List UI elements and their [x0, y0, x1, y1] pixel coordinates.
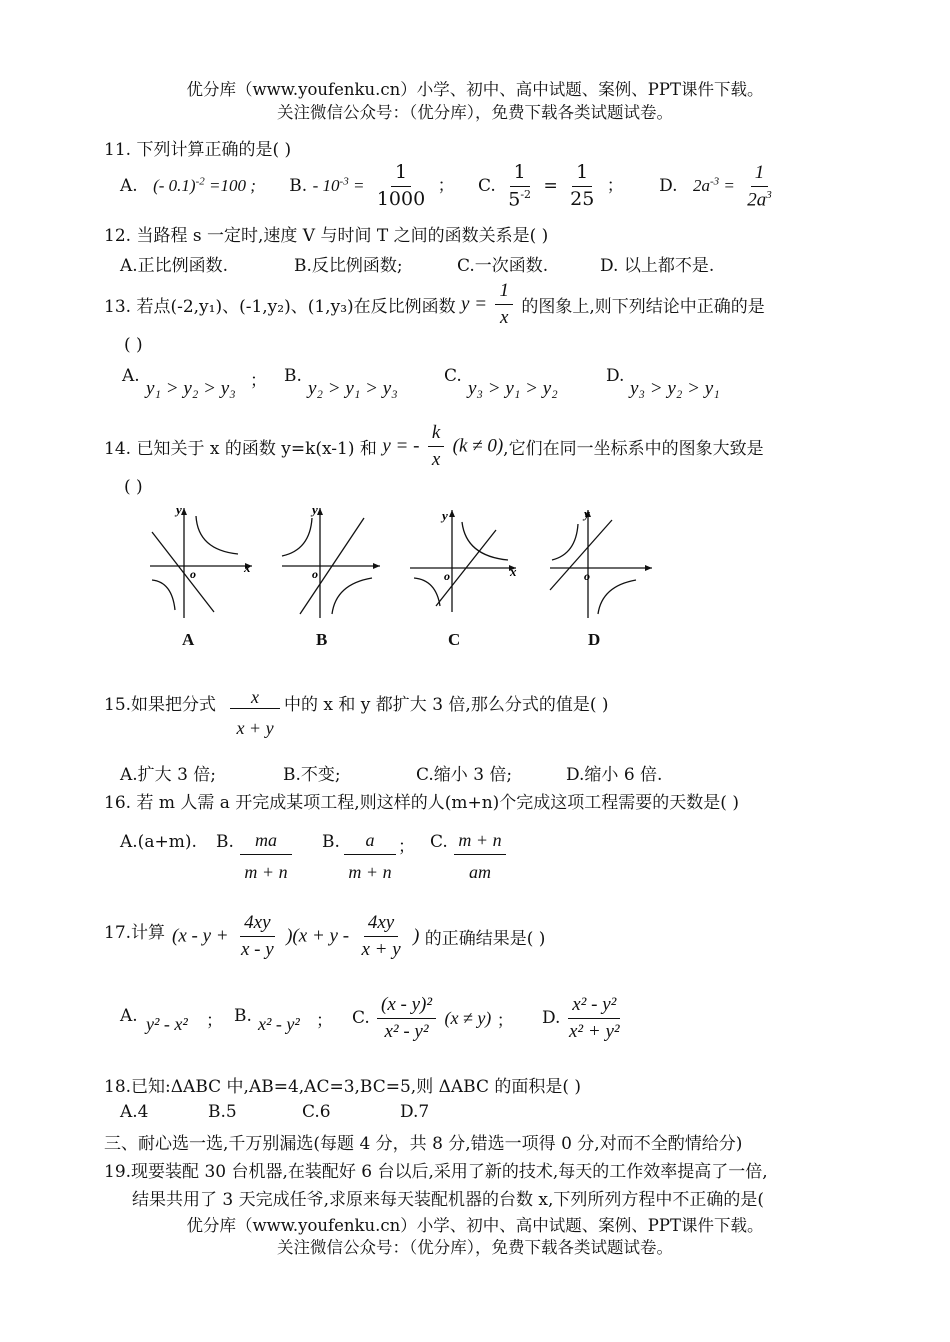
q17-stem-post: 的正确结果是( )	[424, 928, 546, 949]
q16-b2-numerator: a	[344, 830, 396, 855]
footer-line-2: 关注微信公众号：（优分库），免费下载各类试题试卷。	[277, 1238, 673, 1257]
footer-line-1: 优分库（www.youfenku.cn）小学、初中、高中试题、案例、PPT课件下载。	[186, 1216, 764, 1235]
q12-b: B.反比例函数;	[294, 256, 403, 276]
q11-stem: 11. 下列计算正确的是( )	[104, 140, 292, 160]
q11-d-expr: $2a^{-3}$ =	[692, 175, 735, 195]
q16-b2-denominator: m + n	[348, 862, 392, 882]
q15-fraction-numerator: x	[230, 687, 280, 709]
q13-a-expr: y₁ > y₂ > y₃	[146, 378, 236, 399]
q14-b-origin: o	[312, 567, 318, 581]
q13-d-expr: y₃ > y₂ > y₁	[630, 378, 720, 399]
q18-a: A.4	[120, 1102, 149, 1122]
q11-b-sep: ；	[437, 176, 455, 196]
q11-options	[120, 162, 779, 211]
q14-c-origin: o	[444, 569, 450, 583]
q16-b-denominator: m + n	[244, 862, 288, 882]
q13-fraction: $\frac{1}{x}$	[495, 280, 513, 329]
q14-a-y-axis-label: y	[176, 502, 182, 517]
q14-graph-a-label: A	[182, 630, 195, 649]
q11-b-fraction: $\frac{1}{1000}$	[376, 161, 426, 210]
q13-a-label: A.	[122, 366, 140, 386]
q11-c-eq: =	[543, 176, 558, 196]
q14-c-y-axis-label: y	[442, 508, 448, 523]
q14-condition: (k ≠ 0)	[452, 435, 504, 457]
q14-d-origin: o	[584, 569, 590, 583]
q13-c-label: C.	[444, 366, 462, 386]
q16-c-denominator: am	[469, 862, 491, 882]
q16-b2-label: B.	[322, 832, 340, 852]
q15-stem-post: 中的 x 和 y 都扩大 3 倍,那么分式的值是( )	[284, 695, 609, 715]
q13-c-expr: y₃ > y₁ > y₂	[468, 378, 558, 399]
q14-a-x-axis-label: x	[244, 560, 251, 575]
q15-c: C.缩小 3 倍;	[416, 765, 513, 785]
q17-b-label: B.	[234, 1006, 252, 1026]
q11-c-fraction-1: $\frac{1}{5^{-2}}$	[508, 161, 532, 211]
q13-stem-post: 的图象上,则下列结论中正确的是	[521, 296, 765, 317]
q17-a-expr: y² - x²	[146, 1014, 188, 1034]
q17-part-1: (x - y +	[172, 925, 229, 947]
q11-a-expr: (- 0.1)$^{-2}$ =100 ;	[153, 175, 256, 195]
q18-d: D.7	[400, 1102, 430, 1122]
q11-b-label: B.	[289, 176, 308, 196]
q12-a: A.正比例函数.	[120, 256, 229, 276]
q17-d-expr	[562, 994, 627, 1043]
q17-b-sep: ；	[316, 1011, 333, 1031]
q18-stem: 18.已知:ΔABC 中,AB=4,AC=3,BC=5,则 ΔABC 的面积是( )	[104, 1077, 582, 1097]
q17-a-label: A.	[120, 1006, 138, 1026]
q16-b-label: B.	[216, 832, 234, 852]
q15-stem-pre: 15.如果把分式	[104, 695, 217, 715]
header-line-2: 关注微信公众号：（优分库），免费下载各类试题试卷。	[277, 103, 673, 122]
q17-part-3: )	[413, 925, 420, 947]
q11-c-label: C.	[478, 176, 496, 196]
q14-y-eq: y = -	[382, 435, 420, 457]
q17-fraction-1: $\frac{4xy}{x - y}$	[241, 912, 274, 960]
q16-c-numerator: m + n	[454, 830, 506, 855]
q13-y-eq: y =	[461, 293, 488, 315]
q16-b2-sep: ；	[398, 837, 415, 857]
q14-a-origin: o	[190, 567, 196, 581]
q17-d-label: D.	[542, 1008, 561, 1028]
q14-graph-b	[276, 500, 396, 620]
q19-line-1: 19.现要装配 30 台机器,在装配好 6 台以后,采用了新的技术,每天的工作效率提高了一倍,	[104, 1162, 768, 1182]
q14-fraction: $\frac{k}{x}$	[428, 422, 444, 471]
q14-b-y-axis-label: y	[312, 502, 318, 517]
header-line-1: 优分库（www.youfenku.cn）小学、初中、高中试题、案例、PPT课件下载。	[186, 80, 764, 99]
q11-d-fraction: $\frac{1}{2a^3}$	[747, 162, 772, 211]
q13-b-label: B.	[284, 366, 302, 386]
q15-a: A.扩大 3 倍;	[120, 765, 217, 785]
q17-part-2: )(x + y -	[286, 925, 350, 947]
q13-stem-pre: 13. 若点(-2,y₁)、(-1,y₂)、(1,y₃)在反比例函数	[104, 296, 456, 317]
q17-c-condition: (x ≠ y)	[444, 1007, 492, 1028]
q17-fraction-2: $\frac{4xy}{x + y}$	[361, 912, 401, 960]
q17-c-label: C.	[352, 1008, 370, 1028]
q11-a-label: A.	[120, 176, 138, 196]
q16-c-label: C.	[430, 832, 448, 852]
q11-d-label: D.	[659, 176, 678, 196]
q14-graph-c-label: C	[448, 630, 461, 649]
q14-d-y-axis-label: y	[584, 506, 590, 521]
q13-b-expr: y₂ > y₁ > y₃	[308, 378, 398, 399]
q18-b: B.5	[208, 1102, 237, 1122]
q16-b-numerator: ma	[240, 830, 292, 855]
q18-c: C.6	[302, 1102, 331, 1122]
q14-graph-b-label: B	[316, 630, 328, 649]
q13-stem	[104, 280, 765, 329]
q14-graph-c	[406, 500, 530, 620]
q14-stem-post: ,它们在同一坐标系中的图象大致是	[503, 438, 764, 459]
q13-a-sep: ；	[250, 371, 267, 391]
q14-c-x-axis-label: x	[510, 564, 517, 579]
q15-d: D.缩小 6 倍.	[566, 765, 663, 785]
section-3-title: 三、耐心选一选,千万别漏选(每题 4 分，共 8 分,错选一项得 0 分,对而不全酌情给分)	[104, 1134, 743, 1154]
q11-c-sep: ；	[606, 176, 624, 196]
q15-fraction-denominator: x + y	[236, 718, 274, 738]
q17-a-sep: ；	[206, 1011, 223, 1031]
q14-graph-a	[140, 500, 260, 620]
q14-graph-d-label: D	[588, 630, 601, 649]
q17-c-expr	[374, 994, 514, 1043]
q12-stem: 12. 当路程 s 一定时,速度 V 与时间 T 之间的函数关系是( )	[104, 226, 549, 246]
q14-paren: ( )	[124, 477, 143, 497]
q12-c: C.一次函数.	[457, 256, 549, 276]
q16-stem: 16. 若 m 人需 a 开完成某项工程,则这样的人(m+n)个完成这项工程需要的天数是( )	[104, 793, 739, 813]
q17-c-sep: ；	[496, 1010, 514, 1031]
q17-d-fraction: $\frac{\text{x² - y²}}{\text{x² + y²}}$	[569, 994, 620, 1042]
q17-stem-pre: 17.计算	[104, 923, 166, 943]
q15-b: B.不变;	[283, 765, 341, 785]
q16-a: A.(a+m).	[120, 832, 197, 852]
q19-line-2: 结果共用了 3 天完成任爷,求原来每天装配机器的台数 x,下列所列方程中不正确的是(	[132, 1190, 765, 1210]
q17-b-expr: x² - y²	[258, 1014, 300, 1034]
q14-stem	[104, 422, 764, 471]
q13-paren: ( )	[124, 335, 143, 355]
q17-expression	[172, 912, 545, 961]
q11-c-fraction-2: $\frac{1}{25}$	[570, 161, 595, 210]
q11-b-expr: - $10^{-3}$ =	[312, 175, 365, 195]
q14-stem-pre: 14. 已知关于 x 的函数 y=k(x-1) 和	[104, 438, 377, 459]
q12-d: D. 以上都不是.	[600, 256, 715, 276]
q17-c-fraction: $\frac{\text{(x - y)²}}{\text{x² - y²}}$	[377, 994, 436, 1043]
q14-graph-d	[544, 500, 664, 620]
q13-d-label: D.	[606, 366, 625, 386]
